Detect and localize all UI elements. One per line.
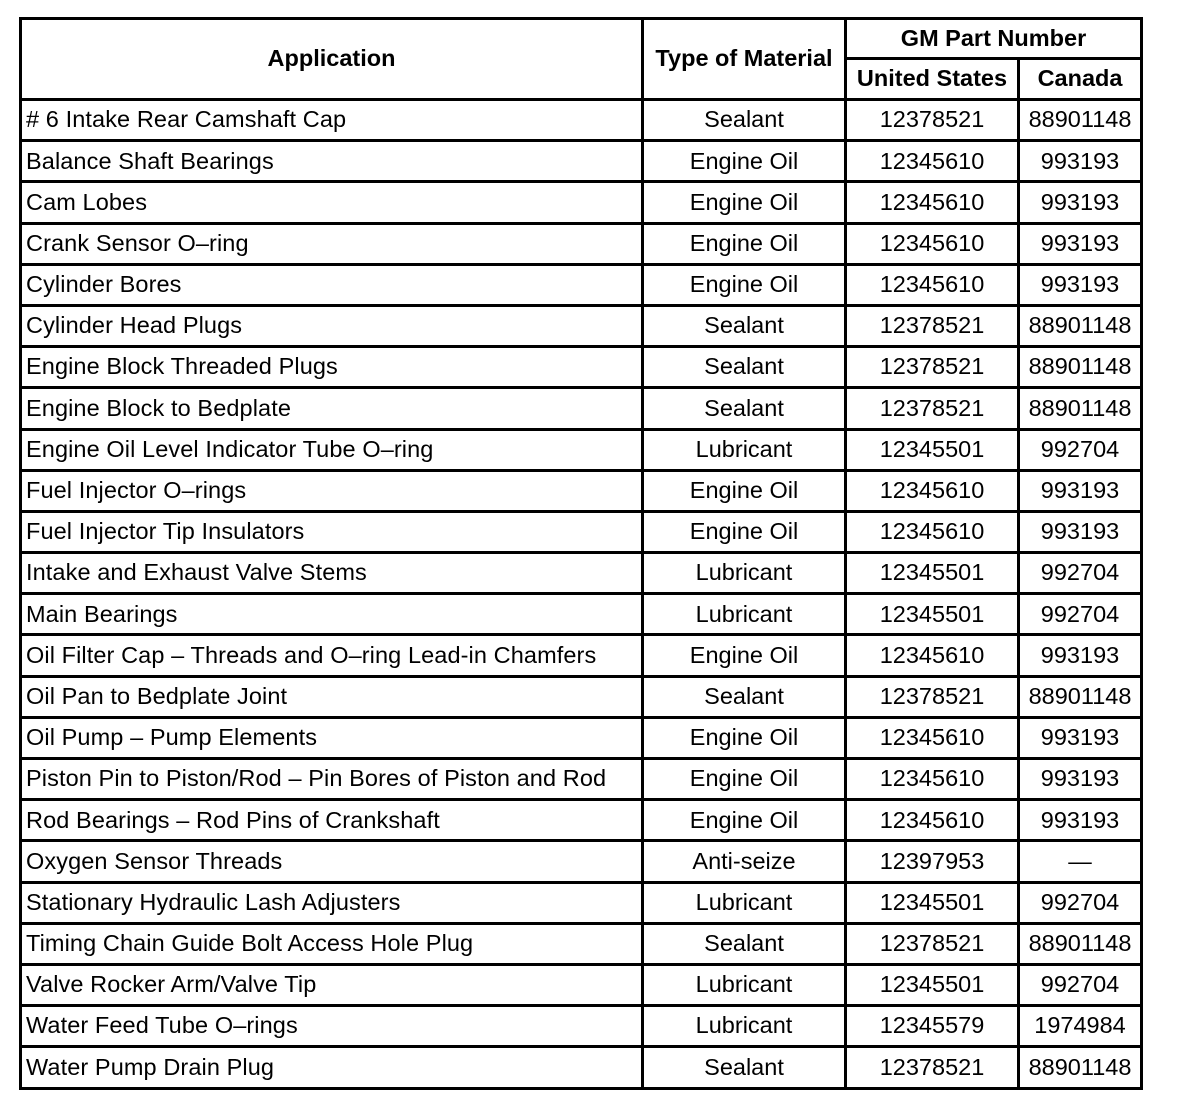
cell-us-part-number: 12345501 [846, 882, 1019, 923]
table-row [21, 594, 1142, 635]
cell-application: Oil Pan to Bedplate Joint [21, 676, 643, 717]
table-row [21, 1047, 1142, 1088]
table-row [21, 923, 1142, 964]
table-row [21, 182, 1142, 223]
cell-application: Oxygen Sensor Threads [21, 841, 643, 882]
cell-canada-part-number: 992704 [1019, 882, 1142, 923]
table-row [21, 347, 1142, 388]
cell-us-part-number: 12378521 [846, 347, 1019, 388]
cell-canada-part-number: 1974984 [1019, 1006, 1142, 1047]
cell-canada-part-number: 88901148 [1019, 388, 1142, 429]
cell-material: Engine Oil [643, 511, 846, 552]
cell-application: Engine Block to Bedplate [21, 388, 643, 429]
header-row-top [21, 19, 1142, 59]
cell-application: Timing Chain Guide Bolt Access Hole Plug [21, 923, 643, 964]
cell-us-part-number: 12345610 [846, 717, 1019, 758]
cell-material: Lubricant [643, 429, 846, 470]
cell-application: Engine Block Threaded Plugs [21, 347, 643, 388]
cell-application: Intake and Exhaust Valve Stems [21, 553, 643, 594]
cell-material: Sealant [643, 388, 846, 429]
table-row [21, 882, 1142, 923]
cell-material: Engine Oil [643, 635, 846, 676]
cell-material: Sealant [643, 100, 846, 141]
cell-material: Engine Oil [643, 182, 846, 223]
cell-canada-part-number: 992704 [1019, 594, 1142, 635]
cell-application: Fuel Injector Tip Insulators [21, 511, 643, 552]
table-row [21, 676, 1142, 717]
cell-us-part-number: 12345501 [846, 964, 1019, 1005]
cell-application: Main Bearings [21, 594, 643, 635]
cell-application: Rod Bearings – Rod Pins of Crankshaft [21, 800, 643, 841]
table-row [21, 429, 1142, 470]
cell-canada-part-number: 993193 [1019, 182, 1142, 223]
cell-canada-part-number: 993193 [1019, 141, 1142, 182]
cell-material: Engine Oil [643, 223, 846, 264]
table-row [21, 388, 1142, 429]
cell-application: Cylinder Bores [21, 264, 643, 305]
cell-application: Oil Filter Cap – Threads and O–ring Lead-in Chamfers [21, 635, 643, 676]
cell-us-part-number: 12345610 [846, 800, 1019, 841]
cell-us-part-number: 12345579 [846, 1006, 1019, 1047]
table-header [21, 19, 1142, 100]
header-united-states: United States [846, 59, 1019, 100]
table-row [21, 635, 1142, 676]
cell-application: Engine Oil Level Indicator Tube O–ring [21, 429, 643, 470]
cell-canada-part-number: 993193 [1019, 511, 1142, 552]
cell-application: # 6 Intake Rear Camshaft Cap [21, 100, 643, 141]
cell-canada-part-number: 88901148 [1019, 1047, 1142, 1088]
parts-table [19, 17, 1143, 1090]
header-canada: Canada [1019, 59, 1142, 100]
table-row [21, 100, 1142, 141]
cell-canada-part-number: 993193 [1019, 759, 1142, 800]
table-row [21, 800, 1142, 841]
table-row [21, 305, 1142, 346]
cell-us-part-number: 12378521 [846, 676, 1019, 717]
cell-material: Sealant [643, 676, 846, 717]
cell-application: Piston Pin to Piston/Rod – Pin Bores of Piston and Rod [21, 759, 643, 800]
table-row [21, 223, 1142, 264]
cell-material: Engine Oil [643, 470, 846, 511]
cell-material: Lubricant [643, 553, 846, 594]
header-application: Application [21, 19, 643, 100]
cell-us-part-number: 12345501 [846, 429, 1019, 470]
cell-application: Oil Pump – Pump Elements [21, 717, 643, 758]
cell-us-part-number: 12345610 [846, 511, 1019, 552]
cell-us-part-number: 12345610 [846, 182, 1019, 223]
cell-canada-part-number: 993193 [1019, 223, 1142, 264]
cell-canada-part-number: 88901148 [1019, 923, 1142, 964]
cell-canada-part-number: — [1019, 841, 1142, 882]
cell-material: Sealant [643, 923, 846, 964]
cell-us-part-number: 12378521 [846, 388, 1019, 429]
cell-us-part-number: 12345610 [846, 264, 1019, 305]
cell-application: Stationary Hydraulic Lash Adjusters [21, 882, 643, 923]
cell-application: Valve Rocker Arm/Valve Tip [21, 964, 643, 1005]
cell-material: Sealant [643, 1047, 846, 1088]
table-row [21, 841, 1142, 882]
cell-material: Anti-seize [643, 841, 846, 882]
cell-application: Fuel Injector O–rings [21, 470, 643, 511]
cell-canada-part-number: 992704 [1019, 553, 1142, 594]
cell-material: Engine Oil [643, 800, 846, 841]
cell-us-part-number: 12397953 [846, 841, 1019, 882]
cell-us-part-number: 12345501 [846, 553, 1019, 594]
cell-canada-part-number: 993193 [1019, 470, 1142, 511]
cell-canada-part-number: 88901148 [1019, 347, 1142, 388]
cell-canada-part-number: 992704 [1019, 429, 1142, 470]
cell-material: Lubricant [643, 964, 846, 1005]
table-row [21, 964, 1142, 1005]
cell-us-part-number: 12345610 [846, 470, 1019, 511]
cell-material: Lubricant [643, 594, 846, 635]
header-gm-part-number: GM Part Number [846, 19, 1142, 59]
cell-us-part-number: 12345610 [846, 635, 1019, 676]
cell-us-part-number: 12378521 [846, 305, 1019, 346]
cell-us-part-number: 12345610 [846, 223, 1019, 264]
cell-material: Sealant [643, 347, 846, 388]
cell-us-part-number: 12345610 [846, 759, 1019, 800]
cell-us-part-number: 12378521 [846, 100, 1019, 141]
cell-application: Balance Shaft Bearings [21, 141, 643, 182]
cell-application: Crank Sensor O–ring [21, 223, 643, 264]
cell-canada-part-number: 993193 [1019, 800, 1142, 841]
table-row [21, 1006, 1142, 1047]
cell-canada-part-number: 993193 [1019, 717, 1142, 758]
cell-material: Engine Oil [643, 141, 846, 182]
table-row [21, 141, 1142, 182]
cell-material: Sealant [643, 305, 846, 346]
cell-us-part-number: 12378521 [846, 923, 1019, 964]
cell-canada-part-number: 993193 [1019, 264, 1142, 305]
table-row [21, 264, 1142, 305]
header-type-of-material: Type of Material [643, 19, 846, 100]
cell-material: Lubricant [643, 882, 846, 923]
table-row [21, 470, 1142, 511]
table-row [21, 717, 1142, 758]
cell-application: Cam Lobes [21, 182, 643, 223]
cell-us-part-number: 12345610 [846, 141, 1019, 182]
cell-material: Engine Oil [643, 264, 846, 305]
table-row [21, 759, 1142, 800]
cell-application: Water Feed Tube O–rings [21, 1006, 643, 1047]
cell-us-part-number: 12345501 [846, 594, 1019, 635]
cell-canada-part-number: 993193 [1019, 635, 1142, 676]
cell-material: Lubricant [643, 1006, 846, 1047]
cell-material: Engine Oil [643, 759, 846, 800]
cell-application: Cylinder Head Plugs [21, 305, 643, 346]
cell-canada-part-number: 992704 [1019, 964, 1142, 1005]
cell-canada-part-number: 88901148 [1019, 305, 1142, 346]
cell-material: Engine Oil [643, 717, 846, 758]
cell-us-part-number: 12378521 [846, 1047, 1019, 1088]
table-row [21, 511, 1142, 552]
cell-canada-part-number: 88901148 [1019, 676, 1142, 717]
cell-canada-part-number: 88901148 [1019, 100, 1142, 141]
table-body [21, 100, 1142, 1089]
cell-application: Water Pump Drain Plug [21, 1047, 643, 1088]
table-row [21, 553, 1142, 594]
